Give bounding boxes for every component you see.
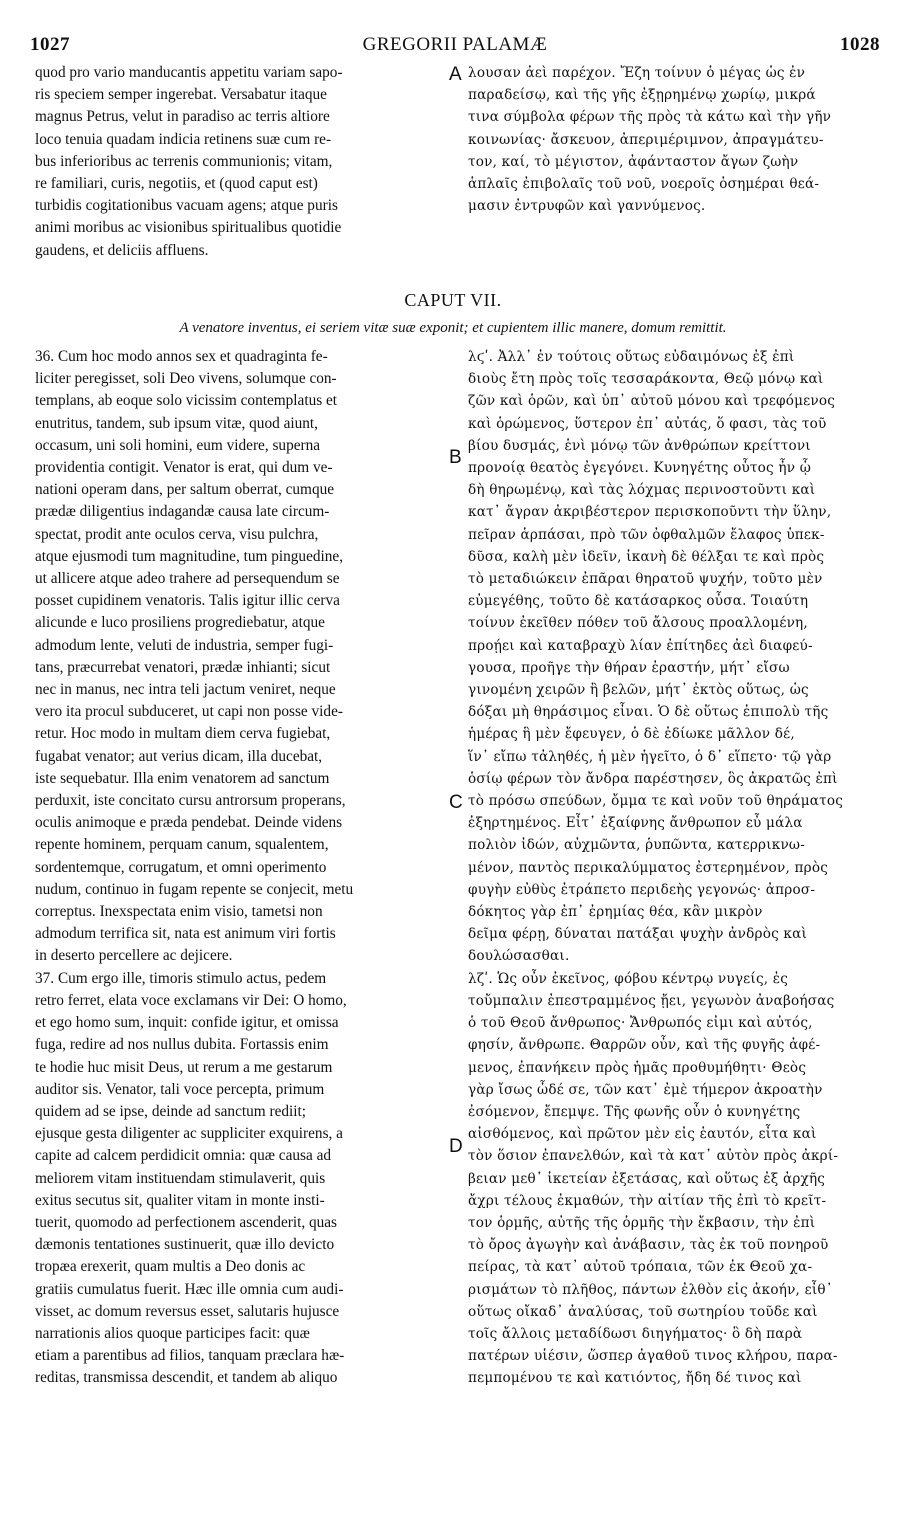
- greek-text-line: μένον, παντὸς περικαλύμματος ἐστερημένον, πρὸς: [468, 859, 829, 876]
- greek-text-line: πείρας, τὰ κατ᾽ αὐτοῦ τρόπαια, τῶν ἐκ Θεοῦ χα-: [468, 1259, 813, 1276]
- running-title: GREGORII PALAMÆ: [362, 34, 548, 55]
- greek-text-line: δόξαι μὴ θηράσιμος εἶναι. Ὁ δὲ οὕτως ἐπιπολὺ τῆς: [468, 704, 829, 721]
- greek-text-line: τὸ πρόσω σπεύδων, ὄμμα τε καὶ νοῦν τοῦ θηράματος: [468, 793, 844, 810]
- greek-text-line: διοὺς ἔτη πρὸς τοῖς τεσσαράκοντα, Θεῷ μόνῳ καὶ: [468, 371, 824, 388]
- greek-text-line: δόκητος γὰρ ἐπ᾽ ἐρημίας θέα, κἂν μικρὸν: [468, 904, 763, 921]
- margin-marker-d: D: [449, 1136, 463, 1157]
- right-page-number: 1028: [840, 34, 880, 55]
- latin-text-line: iste sequebatur. Illa enim venatorem ad sanctum: [35, 769, 330, 787]
- greek-text-line: τον ὁρμῆς, αὐτῆς τῆς ὁρμῆς τὴν ἔκβασιν, τὴν ἐπὶ: [468, 1214, 816, 1231]
- margin-marker-b: B: [449, 447, 462, 468]
- latin-text-line: spectat, prodit ante oculos cerva, visu pulchra,: [35, 525, 319, 543]
- running-header: [30, 34, 880, 58]
- latin-text-line: admodum lente, veluti de industria, semper fugi-: [35, 636, 334, 654]
- greek-text-line: ἵν᾽ εἴπω τἀληθές, ἡ μὲν ἡγεῖτο, ὁ δ᾽ εἵπετο· τῷ γὰρ: [468, 748, 832, 765]
- latin-text-line: prædæ diligentius indagandæ causa late circum-: [35, 503, 330, 521]
- latin-text-line: bus inferioribus ac terrenis communionis; vitam,: [35, 152, 333, 170]
- greek-text-line: τον, καί, τὸ μέγιστον, ἀφάνταστον ἄγων ζωὴν: [468, 153, 799, 170]
- latin-text-line: visset, ac domum reversus esset, salutaris hujusce: [35, 1302, 340, 1320]
- latin-text-line: et ego homo sum, inquit: confide igitur, et omissa: [35, 1014, 339, 1032]
- latin-text-line: tropæa erexerit, quam multis a Deo donis ac: [35, 1258, 306, 1276]
- latin-column-top: [35, 62, 445, 262]
- greek-text-line: γουσα, προῆγε τὴν θήραν ἐραστήν, μήτ᾽ εἴσω: [468, 659, 790, 676]
- latin-text-line: etiam a parentibus ad filios, tanquam præclara hæ-: [35, 1347, 345, 1365]
- latin-text-line: quidem ad se ipse, deinde ad sanctum rediit;: [35, 1102, 307, 1120]
- greek-text-line: κατ᾽ ἄγραν ἀκριβέστερον περισκοποῦντι τὴν ὕλην,: [468, 504, 832, 521]
- greek-text-line: ὁ τοῦ Θεοῦ ἄνθρωπος· Ἄνθρωπός εἰμι καὶ αὐτός,: [468, 1015, 813, 1032]
- latin-text-line: correptus. Inexspectata enim visio, tametsi non: [35, 903, 323, 921]
- latin-text-line: gaudens, et deliciis affluens.: [35, 241, 209, 259]
- chapter-title: CAPUT VII.: [404, 290, 502, 310]
- latin-text-line: re familiari, curis, negotiis, et (quod caput est): [35, 175, 318, 193]
- latin-text-line: gratiis cumulatus fuerit. Hæc ille omnia cum audi-: [35, 1280, 344, 1298]
- latin-text-line: 36. Cum hoc modo annos sex et quadraginta fe-: [35, 348, 328, 365]
- greek-text-line: μενος, ἐπανήκειν πρὸς ἡμᾶς προθυμήθητι· Θεὸς: [468, 1059, 807, 1076]
- margin-marker-a: A: [449, 64, 462, 85]
- greek-text-line: γὰρ ἴσως ὧδέ σε, τῶν κατ᾽ ἐμὲ τήμερον ἀκροατὴν: [468, 1081, 823, 1098]
- greek-text-line: πατέρων υἱέσιν, ὥσπερ ἀγαθοῦ τινος κλήρου, παρα-: [468, 1348, 838, 1365]
- greek-text-line: δεῖμα φέρῃ, δύναται πατάξαι ψυχὴν ἀνδρὸς καὶ: [468, 926, 808, 943]
- greek-text-line: ἄχρι τέλους ἐκμαθών, τὴν αἰτίαν τῆς ἐπὶ τὸ κρεῖτ-: [468, 1192, 827, 1209]
- greek-text-line: βειαν μεθ᾽ ἱκετείαν ἐξετάσας, καὶ οὕτως ἐξ ἀρχῆς: [468, 1170, 826, 1187]
- latin-text-line: tans, præcurrebat venatori, prædæ inhianti; sicut: [35, 658, 331, 676]
- latin-text-line: 37. Cum ergo ille, timoris stimulo actus, pedem: [35, 969, 327, 987]
- greek-text-line: φυγὴν εὐθὺς ἐτράπετο περιδεὴς γεγονώς· ἀπροσ-: [468, 881, 816, 898]
- latin-text-line: tuerit, quomodo ad perfectionem ascenderit, quas: [35, 1213, 338, 1231]
- greek-text-line: γινομένη χειρῶν ἢ βελῶν, μήτ᾽ ἐκτὸς οὕτως, ὡς: [468, 682, 809, 699]
- greek-text-line: καὶ ὁρώμενος, ὕστερον ἐπ᾽ αὐτάς, ὅ φασι, τὰς τοῦ: [468, 415, 827, 432]
- latin-text-line: nudum, continuo in fugam repente se conjecit, metu: [35, 880, 354, 898]
- latin-text-line: exitus secutus sit, qualiter vitam in monte insti-: [35, 1191, 325, 1209]
- margin-marker-c: C: [449, 792, 463, 813]
- greek-text-line: τοῖς ἄλλοις μεταδίδωσι διηγήματος· ὃ δὴ παρὰ: [468, 1325, 803, 1342]
- greek-text-line: βίου δυσμάς, ἑνὶ μόνῳ τῶν ἀνθρώπων κρείττονι: [468, 437, 811, 454]
- greek-column-main: [468, 346, 880, 1390]
- greek-text-line: λϛʹ. Ἀλλ᾽ ἐν τούτοις οὕτως εὐδαιμόνως ἐξ ἐπὶ: [468, 349, 795, 365]
- latin-text-line: quod pro vario manducantis appetitu variam sapo-: [35, 64, 343, 81]
- greek-text-line: παραδείσῳ, καὶ τῆς γῆς ἐξῃρημένῳ χωρίῳ, μικρά: [468, 87, 816, 104]
- greek-text-line: τινα σύμβολα φέρων τῆς πρὸς τὰ κάτω καὶ τὴν γῆν: [468, 109, 832, 126]
- latin-text-line: admodum terrifica sit, nata est animum viri fortis: [35, 925, 336, 943]
- greek-text-line: αἰσθόμενος, καὶ πρῶτον μὲν εἰς ἑαυτόν, εἶτα καὶ: [468, 1126, 817, 1143]
- latin-text-line: fugabat venator; aut verius dicam, illa ducebat,: [35, 747, 323, 765]
- chapter-summary: A venatore inventus, ei seriem vitæ suæ exponit; et cupientem illic manere, domum remittit.: [179, 320, 727, 336]
- latin-text-line: retur. Hoc modo in multam diem cerva fugiebat,: [35, 725, 331, 743]
- latin-text-line: ut allicere atque adeo trahere ad persequendum se: [35, 570, 340, 588]
- latin-text-line: reditas, transmissa descendit, et tandem ab aliquo: [35, 1369, 338, 1387]
- greek-text-line: δῦσα, καλὴ μὲν ἰδεῖν, ἱκανὴ δὲ θέλξαι τε καὶ πρὸς: [468, 548, 825, 565]
- greek-text-line: ἐσόμενον, ἔπεμψε. Τῆς φωνῆς οὖν ὁ κυνηγέτης: [468, 1103, 801, 1120]
- greek-text-line: ἁπλαῖς ἐπιβολαῖς τοῦ νοῦ, νοεροῖς ὁσημέραι θεά-: [468, 176, 820, 193]
- greek-text-line: δὴ θηρωμένῳ, καὶ τὰς λόχμας περινοστοῦντι καὶ: [468, 482, 816, 499]
- latin-text-line: ris speciem semper ingerebat. Versabatur itaque: [35, 86, 327, 104]
- latin-text-line: capite ad calcem perdidicit omnia: quæ causa ad: [35, 1147, 332, 1165]
- greek-text-line: τοὔμπαλιν ἐπεστραμμένος ᾔει, γεγωνὸν ἀναβοήσας: [468, 992, 835, 1009]
- latin-text-line: nec in manus, nec intra teli jactum veniret, neque: [35, 681, 336, 699]
- latin-text-line: occasum, uni soli homini, eum videre, superna: [35, 436, 321, 454]
- greek-text-line: τὸ μεταδιώκειν ἐπᾶραι θηρατοῦ ψυχήν, τοῦτο μὲν: [468, 571, 823, 588]
- latin-text-line: perduxit, iste concitato cursu antrorsum properans,: [35, 792, 346, 810]
- latin-text-line: magnus Petrus, velut in paradiso ac terris altiore: [35, 108, 330, 126]
- greek-text-line: ζῶν καὶ ὁρῶν, καὶ ὑπ᾽ αὐτοῦ μόνου καὶ τρεφόμενος: [468, 393, 836, 410]
- greek-text-line: δουλώσασθαι.: [468, 948, 570, 965]
- greek-text-line: τὸν ὅσιον ἐπανελθών, καὶ τὰ κατ᾽ αὐτὸν πρὸς ἀκρί-: [468, 1148, 839, 1165]
- latin-text-line: enutritus, tandem, sub ipsum vitæ, quod aiunt,: [35, 414, 318, 432]
- greek-text-line: μασιν ἐντρυφῶν καὶ γαννύμενος.: [468, 198, 706, 215]
- latin-column-main: [35, 346, 445, 1390]
- greek-text-line: πολιὸν ἰδών, αὐχμῶντα, ῥυπῶντα, κατερρικνω-: [468, 837, 806, 854]
- greek-column-top: [468, 62, 880, 217]
- greek-text-line: ἡμέρας ἣ μὲν ἔφευγεν, ὁ δὲ ἐδίωκε μᾶλλον δέ,: [468, 726, 795, 743]
- greek-text-line: τοίνυν ἐκεῖθεν πόθεν τοῦ ἄλσους προαλλομένη,: [468, 615, 808, 632]
- greek-text-line: φησίν, ἄνθρωπε. Θαρρῶν οὖν, καὶ τῆς φυγῆς ἀφέ-: [468, 1037, 821, 1054]
- latin-text-line: templans, ab eoque solo vicissim contemplatus et: [35, 392, 338, 410]
- latin-text-line: liciter peregisset, soli Deo vivens, solumque con-: [35, 370, 337, 388]
- latin-text-line: oculis animoque e præda pendebat. Deinde videns: [35, 814, 343, 832]
- latin-text-line: repente hominem, perquam canum, squalentem,: [35, 836, 329, 854]
- latin-text-line: in deserto percellere ac dejicere.: [35, 947, 233, 965]
- latin-text-line: meliorem vitam instituendam stimulaverit, quis: [35, 1169, 326, 1187]
- greek-text-line: ἐξηρτημένος. Εἶτ᾽ ἐξαίφνης ἄνθρωπον εὖ μάλα: [468, 815, 803, 832]
- latin-text-line: posset cupidinem venatoris. Talis igitur illic cerva: [35, 592, 340, 610]
- latin-text-line: providentia contigit. Venator is erat, qui dum ve-: [35, 459, 333, 477]
- latin-text-line: atque ejusmodi tum magnitudine, tum pinguedine,: [35, 547, 344, 565]
- latin-text-line: animi moribus ac visionibus spiritualibus quotidie: [35, 219, 342, 237]
- greek-text-line: λουσαν ἀεὶ παρέχον. Ἔζη τοίνυν ὁ μέγας ὡς ἐν: [468, 65, 806, 81]
- latin-text-line: dæmonis tentationes sustinuerit, quæ illo devicto: [35, 1236, 335, 1254]
- greek-text-line: πεμπομένου τε καὶ κατιόντος, ἤδη δέ τινος καὶ: [468, 1370, 802, 1387]
- latin-text-line: alicunde e luco prosiliens progrediebatur, atque: [35, 614, 325, 632]
- greek-text-line: προῄει καὶ καταβραχὺ λίαν ἐπίτηδες ἀεὶ διαφεύ-: [468, 637, 813, 654]
- greek-text-line: εὐμεγέθης, τοῦτο δὲ κατάσαρκος οὖσα. Τοιαύτη: [468, 593, 809, 610]
- greek-text-line: οὕτως οἴκαδ᾽ ἀναλύσας, τοῦ σωτηρίου τοῦδε καὶ: [468, 1303, 818, 1320]
- greek-text-line: προνοίᾳ θεατὸς ἐγεγόνει. Κυνηγέτης οὗτος ἦν ᾧ: [468, 460, 811, 477]
- latin-text-line: turbidis cogitationibus vacuam agens; atque puris: [35, 197, 338, 215]
- latin-text-line: retro ferret, elata voce exclamans vir Dei: O homo,: [35, 991, 347, 1009]
- latin-text-line: sordentemque, corrugatum, et omni operimento: [35, 858, 327, 876]
- latin-text-line: fuga, redire ad nos nullus dubita. Fortassis enim: [35, 1036, 329, 1054]
- greek-text-line: τὸ ὄρος ἀγωγὴν καὶ ἀνάβασιν, τὰς ἐκ τοῦ πονηροῦ: [468, 1237, 829, 1254]
- latin-text-line: auditor sis. Venator, tali voce percepta, primum: [35, 1080, 325, 1098]
- greek-text-line: κοινωνίας· ἄσκευον, ἀπεριμέριμνον, ἀπραγμάτευ-: [468, 131, 824, 148]
- latin-text-line: te hodie huc misit Deus, ut rerum a me gestarum: [35, 1058, 333, 1076]
- greek-text-line: ὁσίῳ φέρων τὸν ἄνδρα παρέστησεν, ὃς ἀκρατῶς ἐπὶ: [468, 770, 838, 787]
- latin-text-line: nationi operam dans, per saltum oberrat, cumque: [35, 481, 335, 499]
- latin-text-line: ejusque gesta diligenter ac suppliciter exquirens, a: [35, 1125, 343, 1143]
- latin-text-line: vero ita procul subduceret, ut capi non posse vide-: [35, 703, 343, 721]
- greek-text-line: πεῖραν ἁρπάσαι, πρὸ τῶν ὀφθαλμῶν ἔλαφος ὑπεκ-: [468, 526, 825, 543]
- latin-text-line: narrationis alios quoque participes facit: quæ: [35, 1324, 310, 1342]
- greek-text-line: ρισμάτων τὸ πλῆθος, πάντων ἐλθὸν εἰς ἀκοήν, εἶθ᾽: [468, 1281, 833, 1298]
- latin-text-line: loco tenuia quadam indicia retinens suæ cum re-: [35, 130, 332, 148]
- left-page-number: 1027: [30, 34, 70, 55]
- greek-text-line: λζʹ. Ὡς οὖν ἐκεῖνος, φόβου κέντρῳ νυγείς, ἐς: [468, 970, 789, 987]
